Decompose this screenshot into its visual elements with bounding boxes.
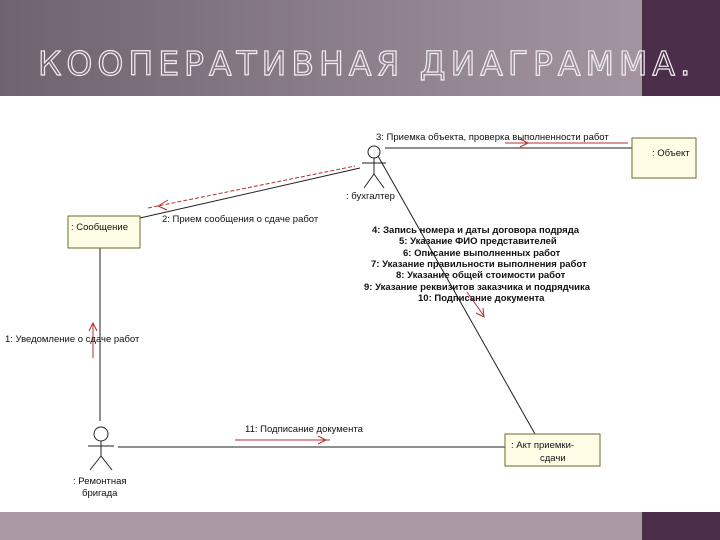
- actor-accountant-label: : бухгалтер: [346, 191, 395, 202]
- message-label-11: 11: Подписание документа: [245, 424, 363, 435]
- message-label-1: 1: Уведомление о сдаче работ: [5, 334, 140, 345]
- object-label: : Объект: [652, 148, 690, 159]
- actor-brigade[interactable]: [73, 427, 127, 499]
- message-label-10: 10: Подписание документа: [418, 293, 545, 304]
- slide-footer: [0, 512, 720, 540]
- message-label-8: 8: Указание общей стоимости работ: [396, 270, 566, 281]
- actor-accountant[interactable]: [346, 146, 395, 202]
- act-label-line2: сдачи: [540, 453, 566, 464]
- actor-brigade-label-line2: бригада: [82, 488, 118, 499]
- footer-accent-block: [642, 512, 720, 540]
- message-label-5: 5: Указание ФИО представителей: [399, 236, 557, 247]
- slide-title: КООПЕРАТИВНАЯ ДИАГРАММА.: [38, 44, 696, 83]
- message-label: : Сообщение: [71, 222, 128, 233]
- message-label-6: 6: Описание выполненных работ: [403, 248, 561, 259]
- message-box[interactable]: [68, 216, 140, 248]
- actor-brigade-label-line1: : Ремонтная: [73, 476, 127, 487]
- message-label-7: 7: Указание правильности выполнения работ: [371, 259, 587, 270]
- message-label-4: 4: Запись номера и даты договора подряда: [372, 225, 580, 236]
- act-box[interactable]: [505, 434, 600, 466]
- message-label-9: 9: Указание реквизитов заказчика и подрядчика: [364, 282, 591, 293]
- actor-accountant-icon: [362, 146, 386, 188]
- arrow-m2: [148, 166, 355, 210]
- object-box[interactable]: [632, 138, 696, 178]
- message-label-3: 3: Приемка объекта, проверка выполненности работ: [376, 132, 609, 143]
- actor-brigade-icon: [88, 427, 114, 470]
- link-accountant-message: [140, 168, 360, 218]
- message-label-2: 2: Прием сообщения о сдаче работ: [162, 214, 319, 225]
- collaboration-diagram: [0, 96, 720, 512]
- arrow-m11: [235, 436, 330, 444]
- act-label-line1: : Акт приемки-: [511, 440, 575, 451]
